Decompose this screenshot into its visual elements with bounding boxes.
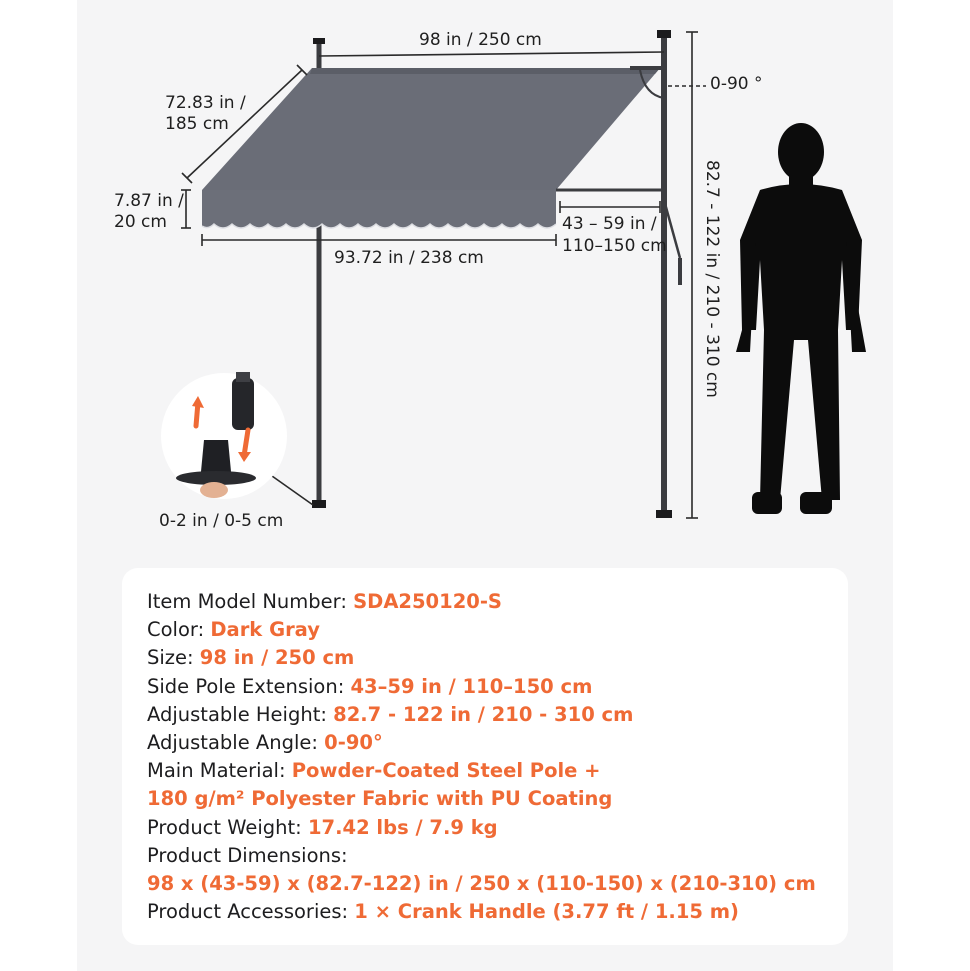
spec-key: Item Model Number: (147, 590, 354, 613)
spec-row-angle (147, 729, 816, 757)
spec-row-dimensions-cont (147, 870, 816, 898)
depth-label-line1: 72.83 in / (165, 93, 246, 113)
bottom-width-label: 93.72 in / 238 cm (334, 248, 484, 268)
spec-list (147, 588, 816, 926)
spec-key: Product Dimensions: (147, 843, 348, 867)
foot-pointer-line (272, 476, 313, 505)
spec-value: 82.7 - 122 in / 210 - 310 cm (333, 702, 634, 726)
spec-card (122, 568, 848, 945)
spec-row-height (147, 701, 816, 729)
spec-key: Product Accessories: (147, 900, 355, 924)
spec-value: 98 x (43-59) x (82.7-122) in / 250 x (110-150) x (210-310) cm (147, 872, 816, 896)
valance-label-line1: 7.87 in / (114, 191, 184, 211)
spec-key: Adjustable Height: (147, 702, 334, 726)
spec-value: Dark Gray (210, 618, 320, 642)
spec-key: Product Weight: (147, 815, 308, 839)
spec-row-side-pole (147, 673, 816, 701)
spec-value: 43–59 in / 110–150 cm (350, 674, 593, 698)
side-pole-label-line1: 43 – 59 in / (562, 214, 657, 234)
spec-value: Powder-Coated Steel Pole + (291, 759, 601, 783)
spec-row-material (147, 757, 816, 785)
spec-key: Main Material: (147, 759, 292, 783)
spec-row-dimensions (147, 842, 816, 870)
person-silhouette (736, 123, 866, 514)
foot-detail-inset (161, 372, 287, 499)
height-label: 82.7 - 122 in / 210 - 310 cm (702, 160, 722, 398)
front-pole-foot (312, 500, 326, 508)
rear-pole-foot (656, 510, 672, 518)
foot-adjust-label: 0-2 in / 0-5 cm (159, 511, 284, 531)
spec-value: 1 × Crank Handle (3.77 ft / 1.15 m) (354, 900, 739, 924)
spec-row-size (147, 644, 816, 672)
spec-key: Color: (147, 618, 211, 642)
spec-key: Side Pole Extension: (147, 674, 351, 698)
width-label: 98 in / 250 cm (419, 30, 542, 50)
spec-row-color (147, 616, 816, 644)
spec-value: 180 g/m² Polyester Fabric with PU Coating (147, 787, 613, 811)
spec-value: 0-90° (324, 731, 383, 755)
spec-row-material-cont (147, 785, 816, 813)
valance-label-line2: 20 cm (114, 212, 167, 232)
spec-value: 17.42 lbs / 7.9 kg (307, 815, 498, 839)
spec-row-weight (147, 814, 816, 842)
rear-pole-top-cap (657, 30, 671, 38)
spec-value: 98 in / 250 cm (199, 646, 355, 670)
depth-label-line2: 185 cm (165, 114, 229, 134)
awning-valance (202, 190, 556, 228)
spec-row-accessories (147, 898, 816, 926)
angle-label: 0-90 ° (710, 74, 763, 94)
spec-key: Adjustable Angle: (147, 731, 325, 755)
awning-canopy (202, 68, 660, 190)
side-pole-label-line2: 110–150 cm (562, 236, 667, 256)
spec-row-model (147, 588, 816, 616)
spec-key: Size: (147, 646, 200, 670)
spec-value: SDA250120-S (353, 590, 502, 613)
width-dim-line (319, 52, 664, 56)
